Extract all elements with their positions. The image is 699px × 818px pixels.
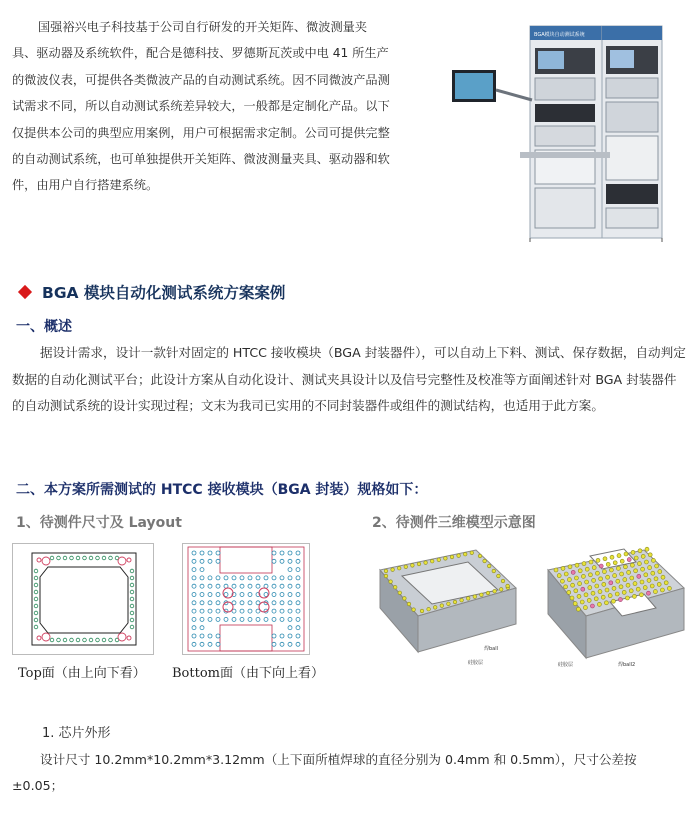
solder-ball: [578, 582, 582, 586]
solder-ball: [602, 570, 606, 574]
solder-ball: [638, 549, 642, 553]
solder-ball: [637, 562, 641, 566]
solder-ball: [384, 574, 388, 578]
solder-ball: [417, 562, 421, 566]
model-label: 焊ball: [484, 646, 499, 652]
solder-ball: [639, 593, 643, 597]
solder-ball: [587, 598, 591, 602]
solder-ball: [420, 609, 424, 613]
bottom-layout-drawing: [182, 543, 310, 655]
top-layout-drawing: [12, 543, 154, 655]
solder-ball: [667, 586, 671, 590]
solder-ball: [629, 589, 633, 593]
solder-ball: [622, 590, 626, 594]
solder-ball: [609, 581, 613, 585]
solder-ball: [606, 562, 610, 566]
solder-ball: [661, 575, 665, 579]
solder-ball: [568, 565, 572, 569]
solder-ball: [557, 574, 561, 578]
solder-ball: [658, 570, 662, 574]
solder-ball: [584, 593, 588, 597]
solder-ball: [630, 576, 634, 580]
solder-ball: [648, 553, 652, 557]
solder-ball: [447, 602, 451, 606]
solder-ball: [660, 588, 664, 592]
solder-ball: [634, 556, 638, 560]
solder-ball: [651, 558, 655, 562]
solder-ball: [611, 599, 615, 603]
solder-ball: [647, 578, 651, 582]
solder-ball: [637, 574, 641, 578]
solder-ball: [391, 568, 395, 572]
section-title-text: BGA 模块自动化测试系统方案案例: [42, 284, 286, 302]
solder-ball: [437, 558, 441, 562]
solder-ball: [492, 569, 496, 573]
solder-ball: [570, 596, 574, 600]
solder-ball: [463, 552, 467, 556]
solder-ball: [595, 571, 599, 575]
solder-ball: [654, 577, 658, 581]
solder-ball: [450, 555, 454, 559]
solder-ball: [610, 555, 614, 559]
solder-ball: [632, 594, 636, 598]
solder-ball: [648, 566, 652, 570]
solder-ball: [506, 584, 510, 588]
solder-ball: [487, 564, 491, 568]
solder-ball: [457, 554, 461, 558]
overview-heading: 一、概述: [16, 319, 72, 335]
solder-ball: [590, 604, 594, 608]
solder-ball: [641, 567, 645, 571]
solder-ball: [473, 595, 477, 599]
solder-ball: [592, 578, 596, 582]
solder-ball: [650, 584, 654, 588]
solder-ball: [602, 582, 606, 586]
solder-ball: [493, 589, 497, 593]
solder-ball: [601, 595, 605, 599]
solder-ball: [606, 575, 610, 579]
solder-ball: [460, 598, 464, 602]
solder-ball: [577, 594, 581, 598]
solder-ball: [567, 590, 571, 594]
solder-ball: [636, 587, 640, 591]
test-system-photo: [450, 20, 685, 242]
solder-ball: [573, 602, 577, 606]
solder-ball: [645, 547, 649, 551]
caption-top: Top面（由上向下看）: [18, 666, 146, 681]
solder-ball: [643, 586, 647, 590]
solder-ball: [624, 552, 628, 556]
solder-ball: [616, 579, 620, 583]
solder-ball: [440, 604, 444, 608]
intro-paragraph: 国强裕兴电子科技基于公司自行研发的开关矩阵、微波测量夹具、驱动器及系统软件，配合是德科技、罗德斯瓦茨或中电 41 所生产的微波仪表，可提供各类微波产品的自动测试系统。因不同微波产品测试需求不同，所以自动测试系统差异较大，一般都是定制化产品。以下仅提供本公司的典型应用案例，用户可根据需求定制。公司可提供完整的自动测试系统，也可单独提供开关矩阵、微波测量夹具、驱动器和软件，由用户自行搭建系统。: [12, 20, 390, 193]
model-label: 焊ball2: [618, 662, 636, 668]
rack-label: BGA模块自动测试系统: [534, 32, 585, 38]
solder-ball: [583, 606, 587, 610]
solder-ball: [564, 572, 568, 576]
solder-ball: [613, 561, 617, 565]
solder-ball: [589, 560, 593, 564]
solder-ball: [616, 566, 620, 570]
solder-ball: [664, 581, 668, 585]
solder-ball: [594, 597, 598, 601]
solder-ball: [651, 571, 655, 575]
solder-ball: [618, 598, 622, 602]
solder-ball: [397, 566, 401, 570]
solder-ball: [612, 586, 616, 590]
solder-ball: [599, 564, 603, 568]
solder-ball: [619, 585, 623, 589]
solder-ball: [580, 600, 584, 604]
solder-ball: [571, 583, 575, 587]
solder-ball: [582, 562, 586, 566]
solder-ball: [617, 554, 621, 558]
solder-ball: [653, 590, 657, 594]
solder-ball: [581, 574, 585, 578]
solder-ball: [398, 591, 402, 595]
solder-ball: [412, 608, 416, 612]
solder-ball: [630, 563, 634, 567]
solder-ball: [608, 594, 612, 598]
solder-ball: [389, 580, 393, 584]
diamond-bullet-icon: [18, 285, 32, 299]
solder-ball: [625, 596, 629, 600]
solder-ball: [574, 589, 578, 593]
3d-model-top: [372, 540, 520, 680]
solder-ball: [620, 572, 624, 576]
solder-ball: [626, 583, 630, 587]
solder-ball: [497, 574, 501, 578]
solder-ball: [627, 570, 631, 574]
solder-ball: [585, 567, 589, 571]
solder-ball: [599, 577, 603, 581]
solder-ball: [644, 560, 648, 564]
solder-ball: [404, 565, 408, 569]
solder-ball: [576, 607, 580, 611]
chip-size-paragraph: 设计尺寸 10.2mm*10.2mm*3.12mm（上下面所植焊球的直径分别为 0.4mm 和 0.5mm），尺寸公差按 ±0.05；: [12, 752, 637, 793]
solder-ball: [427, 607, 431, 611]
solder-ball: [588, 586, 592, 590]
solder-ball: [657, 582, 661, 586]
solder-ball: [567, 578, 571, 582]
solder-ball: [384, 569, 388, 573]
overview-paragraph: 据设计需求，设计一款针对固定的 HTCC 接收模块（BGA 封装器件），可以自动上下料、测试、保存数据，自动判定数据的自动化测试平台；此设计方案从自动化设计、测试夹具设计以及信号完整性及校准等方面阐述针对 BGA 封装器件的自动测试系统的设计实现过程；文末为我司已实用的不同封装器件或组件的测试结构，也适用于此方案。: [12, 345, 686, 413]
solder-ball: [613, 574, 617, 578]
solder-ball: [588, 573, 592, 577]
solder-ball: [620, 559, 624, 563]
solder-ball: [574, 576, 578, 580]
spec-heading: 二、本方案所需测试的 HTCC 接收模块（BGA 封装）规格如下：: [16, 482, 428, 498]
model-label: 硅胶层: [468, 660, 484, 666]
solder-ball: [631, 550, 635, 554]
solder-ball: [411, 564, 415, 568]
solder-ball: [433, 606, 437, 610]
section-title: [16, 281, 285, 303]
solder-ball: [627, 558, 631, 562]
solder-ball: [470, 551, 474, 555]
solder-ball: [640, 580, 644, 584]
item-chip-shape: 1. 芯片外形: [42, 726, 111, 741]
solder-ball: [605, 588, 609, 592]
solder-ball: [466, 597, 470, 601]
solder-ball: [571, 570, 575, 574]
solder-ball: [560, 579, 564, 583]
solder-ball: [444, 557, 448, 561]
solder-ball: [603, 557, 607, 561]
solder-ball: [403, 597, 407, 601]
solder-ball: [633, 582, 637, 586]
solder-ball: [644, 573, 648, 577]
solder-ball: [615, 592, 619, 596]
model-label: 硅胶层: [558, 662, 574, 668]
solder-ball: [453, 600, 457, 604]
solder-ball: [623, 578, 627, 582]
solder-ball: [655, 564, 659, 568]
solder-ball: [499, 588, 503, 592]
solder-ball: [585, 580, 589, 584]
solder-ball: [595, 584, 599, 588]
solder-ball: [596, 558, 600, 562]
solder-ball: [480, 593, 484, 597]
solder-ball: [478, 554, 482, 558]
solder-ball: [501, 579, 505, 583]
solder-ball: [646, 591, 650, 595]
solder-ball: [578, 569, 582, 573]
3d-model-bottom: [540, 540, 688, 680]
solder-ball: [393, 585, 397, 589]
solder-ball: [424, 561, 428, 565]
solder-ball: [581, 587, 585, 591]
solder-ball: [641, 554, 645, 558]
solder-ball: [597, 602, 601, 606]
solder-ball: [591, 591, 595, 595]
subheading-layout: 1、待测件尺寸及 Layout: [16, 515, 182, 531]
solder-ball: [604, 601, 608, 605]
solder-ball: [598, 590, 602, 594]
solder-ball: [486, 591, 490, 595]
solder-ball: [430, 559, 434, 563]
solder-ball: [561, 566, 565, 570]
solder-ball: [623, 565, 627, 569]
solder-ball: [483, 559, 487, 563]
solder-ball: [575, 563, 579, 567]
caption-bottom: Bottom面（由下向上看）: [172, 666, 324, 681]
solder-ball: [554, 568, 558, 572]
solder-ball: [634, 569, 638, 573]
solder-ball: [609, 568, 613, 572]
solder-ball: [592, 566, 596, 570]
solder-ball: [564, 585, 568, 589]
solder-ball: [407, 602, 411, 606]
subheading-3d-model: 2、待测件三维模型示意图: [372, 515, 536, 531]
